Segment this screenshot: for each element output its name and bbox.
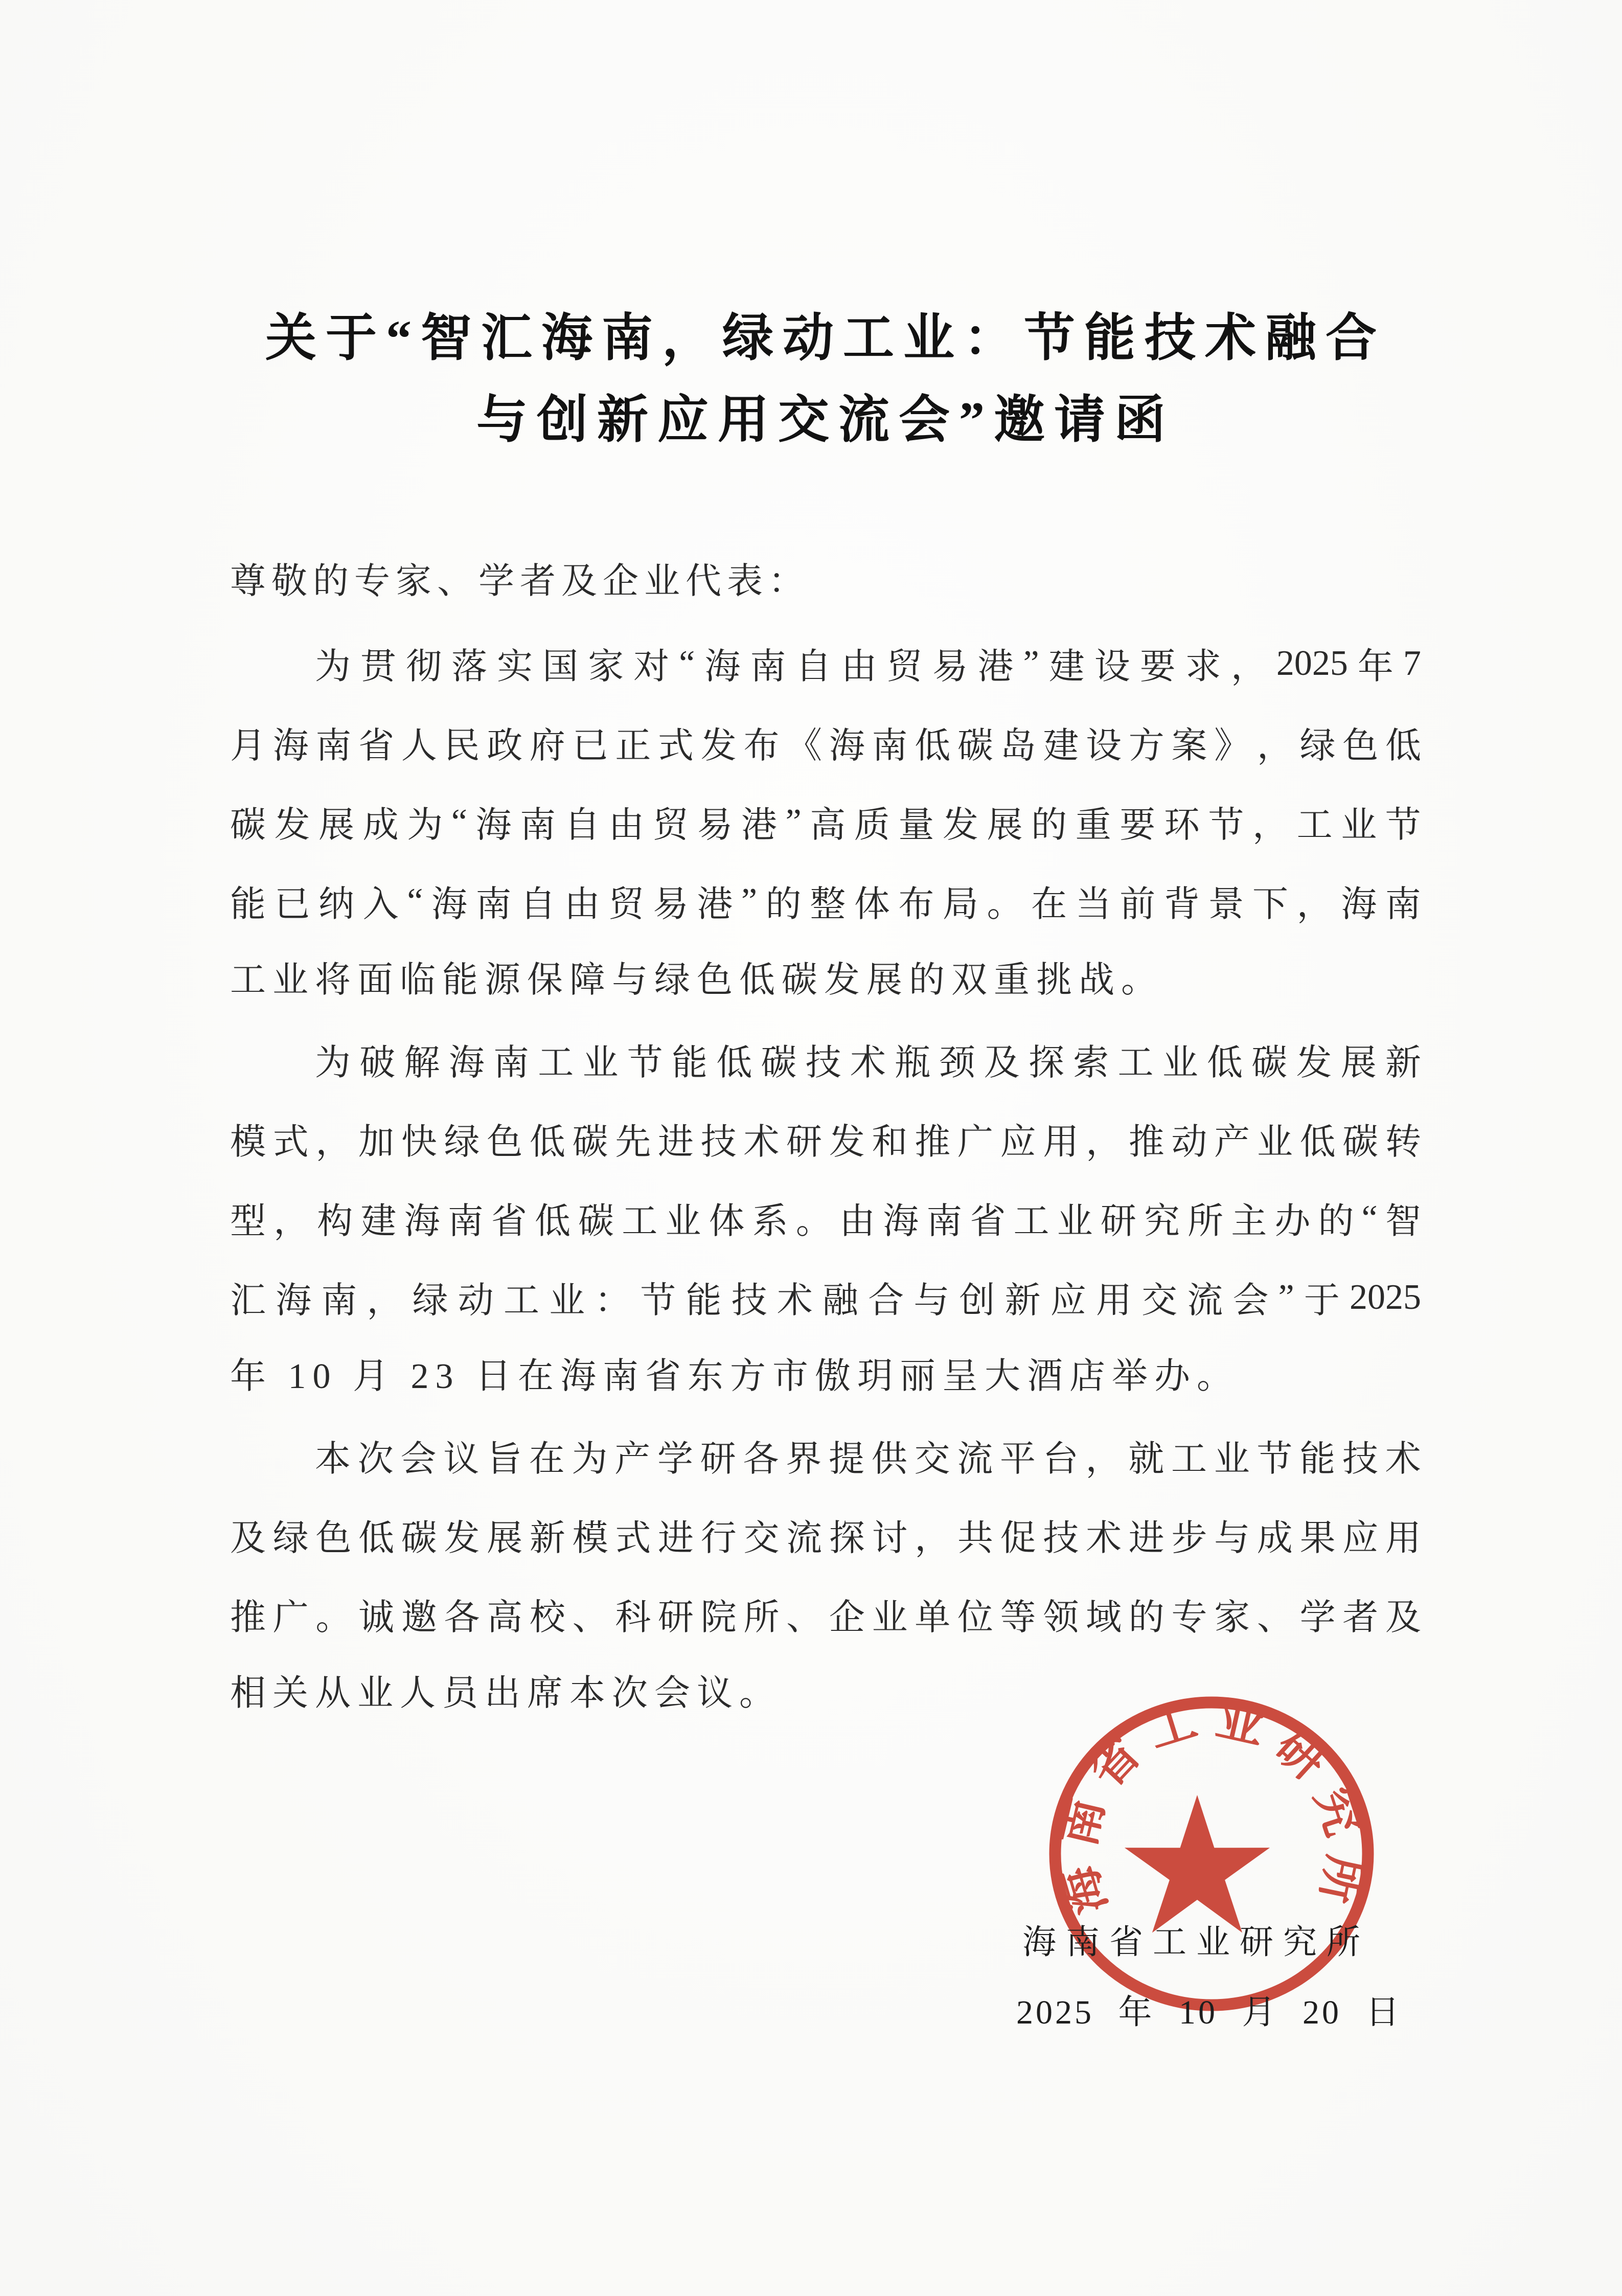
title-line-1: 关于“智汇海南，绿动工业：节能技术融合 [265, 310, 1386, 367]
body-line: 及 绿 色 低 碳 发 展 新 模 式 进 行 交 流 探 讨 ， 共 促 技 术 进 步 与 成 果 应 用 [230, 1519, 1421, 1558]
title-line-2: 与创新应用交流会”邀请函 [476, 392, 1175, 448]
document-title [230, 298, 1421, 461]
official-seal-stamp [1043, 1690, 1380, 2017]
document-date: 2025 年 10 月 20 日 [1016, 1994, 1402, 2031]
body-line: 型 ， 构 建 海 南 省 低 碳 工 业 体 系 。 由 海 南 省 工 业 研 究 所 主 办 的 “ 智 [230, 1198, 1421, 1241]
issuer-signature: 海南省工业研究所 [1022, 1924, 1370, 1961]
body-line: 为 破 解 海 南 工 业 节 能 低 碳 技 术 瓶 颈 及 探 索 工 业 低 碳 发 展 新 [315, 1043, 1421, 1083]
body-line: 推 广 。 诚 邀 各 高 校 、 科 研 院 所 、 企 业 单 位 等 领 域 的 专 家 、 学 者 及 [230, 1598, 1421, 1638]
seal-arc-text: 海南省工业研究所 [1052, 1693, 1372, 1920]
body-line: 相关从业人员出席本次会议。 [230, 1674, 782, 1713]
body-line: 汇 海 南 ， 绿 动 工 业 ： 节 能 技 术 融 合 与 创 新 应 用 交 流 会 ” 于 2025 [230, 1277, 1421, 1321]
body-line: 年 10 月 23 日在海南省东方市傲玥丽呈大酒店举办。 [230, 1357, 1239, 1396]
body-line: 为 贯 彻 落 实 国 家 对 “ 海 南 自 由 贸 易 港 ” 建 设 要 求 ， 2025 年 7 [315, 643, 1421, 687]
salutation: 尊敬的专家、学者及企业代表： [230, 562, 810, 601]
body-line: 碳 发 展 成 为 “ 海 南 自 由 贸 易 港 ” 高 质 量 发 展 的 重 要 环 节 ， 工 业 节 [230, 802, 1421, 845]
body-line: 能 已 纳 入 “ 海 南 自 由 贸 易 港 ” 的 整 体 布 局 。 在 当 前 背 景 下 ， 海 南 [230, 881, 1421, 924]
body-lines [230, 624, 1421, 1733]
star-icon [1125, 1795, 1270, 1933]
body-line: 工业将面临能源保障与绿色低碳发展的双重挑战。 [230, 961, 1163, 1000]
body-line: 模 式 ， 加 快 绿 色 低 碳 先 进 技 术 研 发 和 推 广 应 用 ， 推 动 产 业 低 碳 转 [230, 1123, 1421, 1162]
body-line: 本 次 会 议 旨 在 为 产 学 研 各 界 提 供 交 流 平 台 ， 就 工 业 节 能 技 术 [315, 1440, 1421, 1479]
body-line: 月 海 南 省 人 民 政 府 已 正 式 发 布 《 海 南 低 碳 岛 建 设 方 案 》 ， 绿 色 低 [230, 726, 1421, 766]
